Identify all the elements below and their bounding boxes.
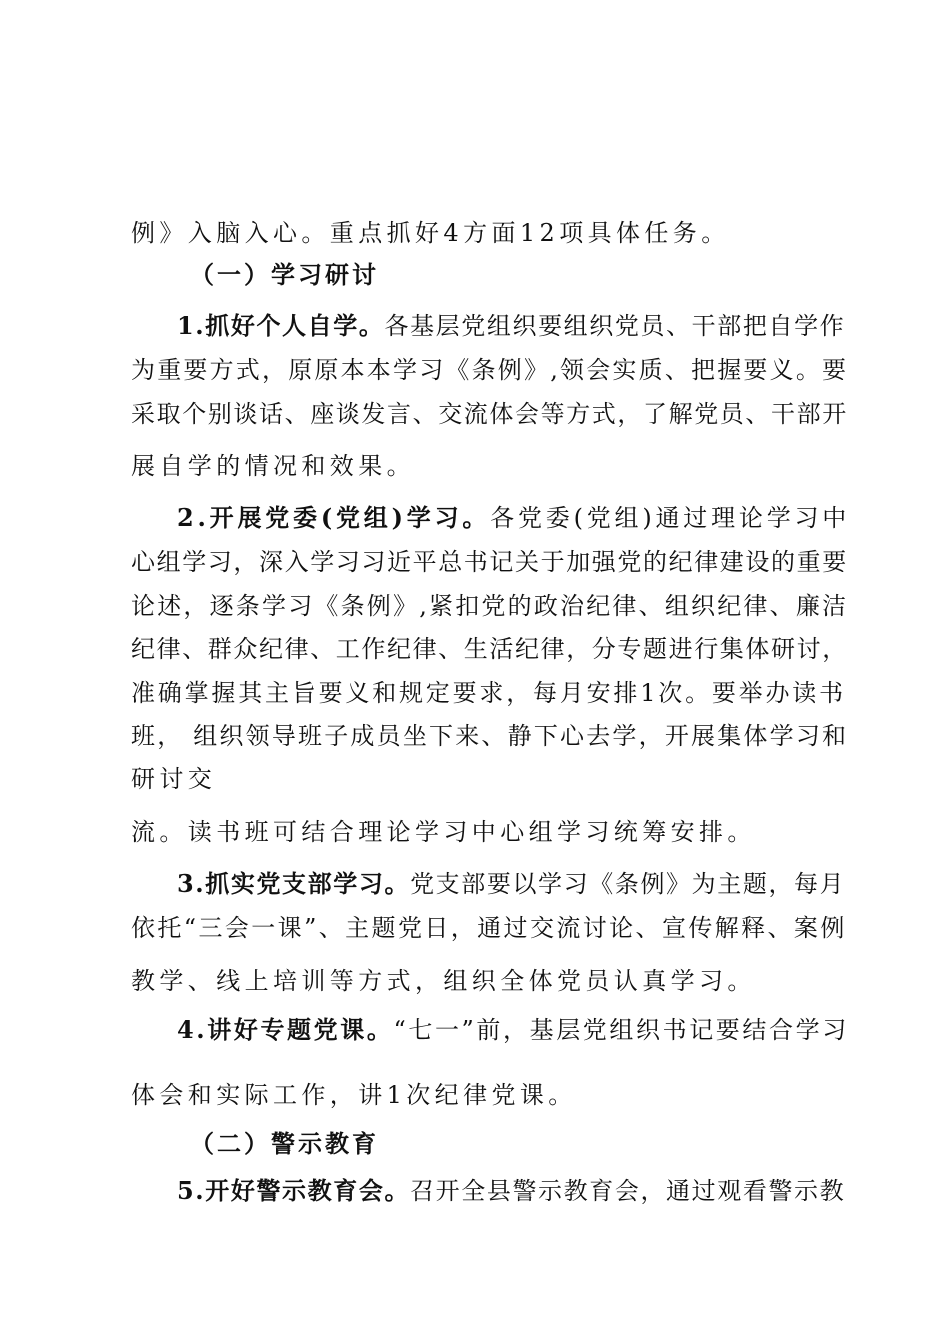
section-heading: （二）警示教育 <box>190 1129 379 1158</box>
paragraph-line: 体会和实际工作，讲1次纪律党课。 <box>131 1081 577 1109</box>
paragraph-line: 班， 组织领导班子成员坐下来、静下心去学，开展集体学习和 <box>131 722 849 750</box>
item-heading: 4.讲好专题党课。 <box>177 1015 394 1044</box>
paragraph-line: 依托“三会一课”、主题党日，通过交流讨论、宣传解释、案例 <box>131 914 847 942</box>
paragraph-line <box>177 869 845 899</box>
item-heading: 2.开展党委(党组)学习。 <box>177 503 491 532</box>
section-heading: （一）学习研讨 <box>190 260 379 289</box>
paragraph-line: 例》入脑入心。重点抓好4方面12项具体任务。 <box>131 219 730 247</box>
paragraph-line: 纪律、群众纪律、工作纪律、生活纪律，分专题进行集体研讨， <box>131 635 848 663</box>
item-text: “七一”前，基层党组织书记要结合学习 <box>393 1016 849 1044</box>
paragraph-line: 流。读书班可结合理论学习中心组学习统筹安排。 <box>131 818 756 846</box>
paragraph-line: 心组学习，深入学习习近平总书记关于加强党的纪律建设的重要 <box>131 548 848 576</box>
paragraph-line: 准确掌握其主旨要义和规定要求，每月安排1次。要举办读书 <box>131 679 846 707</box>
item-text: 召开全县警示教育会，通过观看警示教 <box>410 1177 846 1205</box>
paragraph-line: 采取个别谈话、座谈发言、交流体会等方式，了解党员、干部开 <box>131 400 848 428</box>
item-text: 各党委(党组)通过理论学习中 <box>490 504 851 532</box>
paragraph-line <box>177 503 850 533</box>
item-heading: 1.抓好个人自学。 <box>177 311 385 340</box>
paragraph-line: 论述，逐条学习《条例》,紧扣党的政治纪律、组织纪律、廉洁 <box>131 592 849 620</box>
item-heading: 3.抓实党支部学习。 <box>177 869 411 898</box>
item-heading: 5.开好警示教育会。 <box>177 1176 411 1205</box>
item-text: 党支部要以学习《条例》为主题，每月 <box>410 870 846 898</box>
paragraph-line <box>177 1176 845 1206</box>
paragraph-line <box>177 311 845 341</box>
paragraph-line: 研讨交 <box>131 765 217 793</box>
paragraph-line <box>177 1015 849 1045</box>
paragraph-line: 教学、线上培训等方式，组织全体党员认真学习。 <box>131 967 756 995</box>
item-text: 各基层党组织要组织党员、干部把自学作 <box>384 312 846 340</box>
paragraph-line: 为重要方式，原原本本学习《条例》,领会实质、把握要义。要 <box>131 356 849 384</box>
paragraph-line: 展自学的情况和效果。 <box>131 452 415 480</box>
